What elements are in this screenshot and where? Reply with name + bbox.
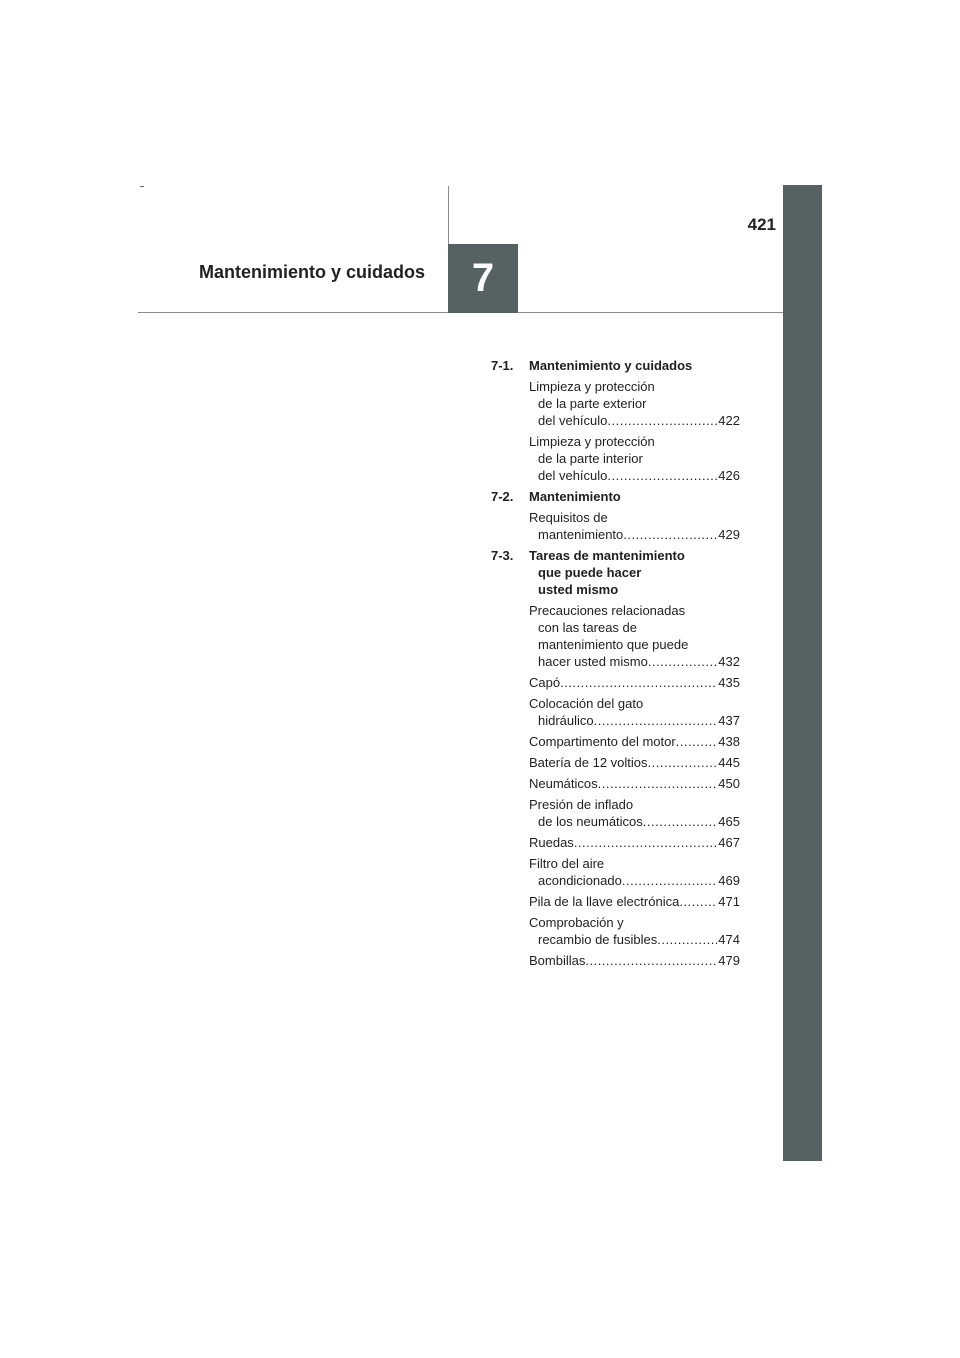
entry-text-line: Batería de 12 voltios <box>529 755 648 770</box>
entry-last-line <box>529 834 740 851</box>
entry-text-line: Precauciones relacionadas <box>529 603 686 618</box>
page-number: 421 <box>747 215 776 234</box>
chapter-number-tab <box>448 244 518 313</box>
dot-leader <box>622 872 717 889</box>
section-title <box>529 488 740 505</box>
entry-last-line <box>529 653 740 670</box>
entry-page-number: 471 <box>718 894 740 909</box>
dot-leader <box>607 412 717 429</box>
toc-entry[interactable] <box>529 796 740 830</box>
entry-page-number: 445 <box>718 755 740 770</box>
entry-last-line <box>529 893 740 910</box>
entry-text-line: del vehículo <box>538 413 608 428</box>
section-number: 7-2. <box>491 489 514 504</box>
entry-text-line: Compartimento del motor <box>529 734 676 749</box>
section-title-line: que puede hacer <box>538 565 642 580</box>
entry-page-number: 435 <box>718 675 740 690</box>
entry-text-line: de la parte interior <box>538 451 643 466</box>
dot-leader <box>648 653 717 670</box>
toc-section <box>491 547 740 969</box>
entry-page-number: 469 <box>718 873 740 888</box>
entry-text-line: Ruedas <box>529 835 574 850</box>
entry-page-number: 437 <box>718 713 740 728</box>
toc-entry[interactable] <box>529 893 740 910</box>
entry-text-line: Capó <box>529 675 561 690</box>
entry-last-line <box>529 872 740 889</box>
toc-section-heading[interactable] <box>491 488 740 505</box>
entry-text-line: con las tareas de <box>538 620 638 635</box>
entry-text-line: acondicionado <box>538 873 622 888</box>
section-number: 7-1. <box>491 358 514 373</box>
dot-leader <box>643 813 718 830</box>
chapter-number: 7 <box>471 256 495 300</box>
toc-entry[interactable] <box>529 952 740 969</box>
entry-page-number: 429 <box>718 527 740 542</box>
header-divider-vertical <box>448 186 449 244</box>
toc-entry[interactable] <box>529 433 740 484</box>
section-title-line: usted mismo <box>538 582 619 597</box>
toc-section <box>491 357 740 484</box>
entry-text-line: mantenimiento <box>538 527 624 542</box>
entry-text-line: Limpieza y protección <box>529 434 655 449</box>
entry-page-number: 432 <box>718 654 740 669</box>
dot-leader <box>648 754 718 771</box>
section-title-line: Mantenimiento y cuidados <box>529 358 693 373</box>
entry-last-line <box>529 775 740 792</box>
toc-entry[interactable] <box>529 855 740 889</box>
entry-text-line: Comprobación y <box>529 915 624 930</box>
entry-last-line <box>529 526 740 543</box>
entry-text-line: hacer usted mismo <box>538 654 648 669</box>
entry-text-line: Pila de la llave electrónica <box>529 894 680 909</box>
entry-page-number: 465 <box>718 814 740 829</box>
dot-leader <box>679 893 717 910</box>
entry-text-line: Colocación del gato <box>529 696 644 711</box>
entry-text-line: hidráulico <box>538 713 594 728</box>
entry-text-line: del vehículo <box>538 468 608 483</box>
entry-text-line: mantenimiento que puede <box>538 637 689 652</box>
chapter-title: Mantenimiento y cuidados <box>199 262 426 282</box>
dot-leader <box>676 733 718 750</box>
dot-leader <box>657 931 717 948</box>
toc-section-heading[interactable] <box>491 547 740 598</box>
section-title-line: Tareas de mantenimiento <box>529 548 685 563</box>
section-title <box>529 357 740 374</box>
entry-last-line <box>529 733 740 750</box>
toc-entry[interactable] <box>529 378 740 429</box>
table-of-contents <box>491 357 740 973</box>
dot-leader <box>560 674 717 691</box>
section-title-line: Mantenimiento <box>529 489 621 504</box>
dot-leader <box>585 952 717 969</box>
entry-page-number: 422 <box>718 413 740 428</box>
toc-entry[interactable] <box>529 674 740 691</box>
toc-entry[interactable] <box>529 914 740 948</box>
toc-entry[interactable] <box>529 695 740 729</box>
entry-page-number: 438 <box>718 734 740 749</box>
entry-last-line <box>529 952 740 969</box>
entry-text-line: Requisitos de <box>529 510 608 525</box>
toc-entry[interactable] <box>529 754 740 771</box>
section-title <box>529 547 740 598</box>
entry-page-number: 450 <box>718 776 740 791</box>
entry-text-line: Presión de inflado <box>529 797 634 812</box>
toc-entry[interactable] <box>529 775 740 792</box>
dot-leader <box>574 834 717 851</box>
entry-text-line: recambio de fusibles <box>538 932 658 947</box>
corner-mark <box>140 186 144 187</box>
entry-last-line <box>529 813 740 830</box>
entry-last-line <box>529 931 740 948</box>
dot-leader <box>594 712 718 729</box>
toc-entry[interactable] <box>529 602 740 670</box>
toc-entry[interactable] <box>529 509 740 543</box>
dot-leader <box>607 467 717 484</box>
entry-text-line: Bombillas <box>529 953 586 968</box>
entry-text-line: Filtro del aire <box>529 856 605 871</box>
toc-section <box>491 488 740 543</box>
entry-page-number: 467 <box>718 835 740 850</box>
toc-section-heading[interactable] <box>491 357 740 374</box>
toc-entry[interactable] <box>529 834 740 851</box>
entry-text-line: Limpieza y protección <box>529 379 655 394</box>
entry-text-line: Neumáticos <box>529 776 598 791</box>
section-number: 7-3. <box>491 548 514 563</box>
dot-leader <box>598 775 718 792</box>
entry-last-line <box>529 412 740 429</box>
dot-leader <box>623 526 717 543</box>
entry-last-line <box>529 754 740 771</box>
toc-entry[interactable] <box>529 733 740 750</box>
entry-page-number: 474 <box>718 932 740 947</box>
chapter-side-tab <box>783 185 822 1161</box>
entry-text-line: de los neumáticos <box>538 814 643 829</box>
entry-text-line: de la parte exterior <box>538 396 647 411</box>
entry-last-line <box>529 674 740 691</box>
entry-page-number: 479 <box>718 953 740 968</box>
entry-page-number: 426 <box>718 468 740 483</box>
entry-last-line <box>529 712 740 729</box>
entry-last-line <box>529 467 740 484</box>
